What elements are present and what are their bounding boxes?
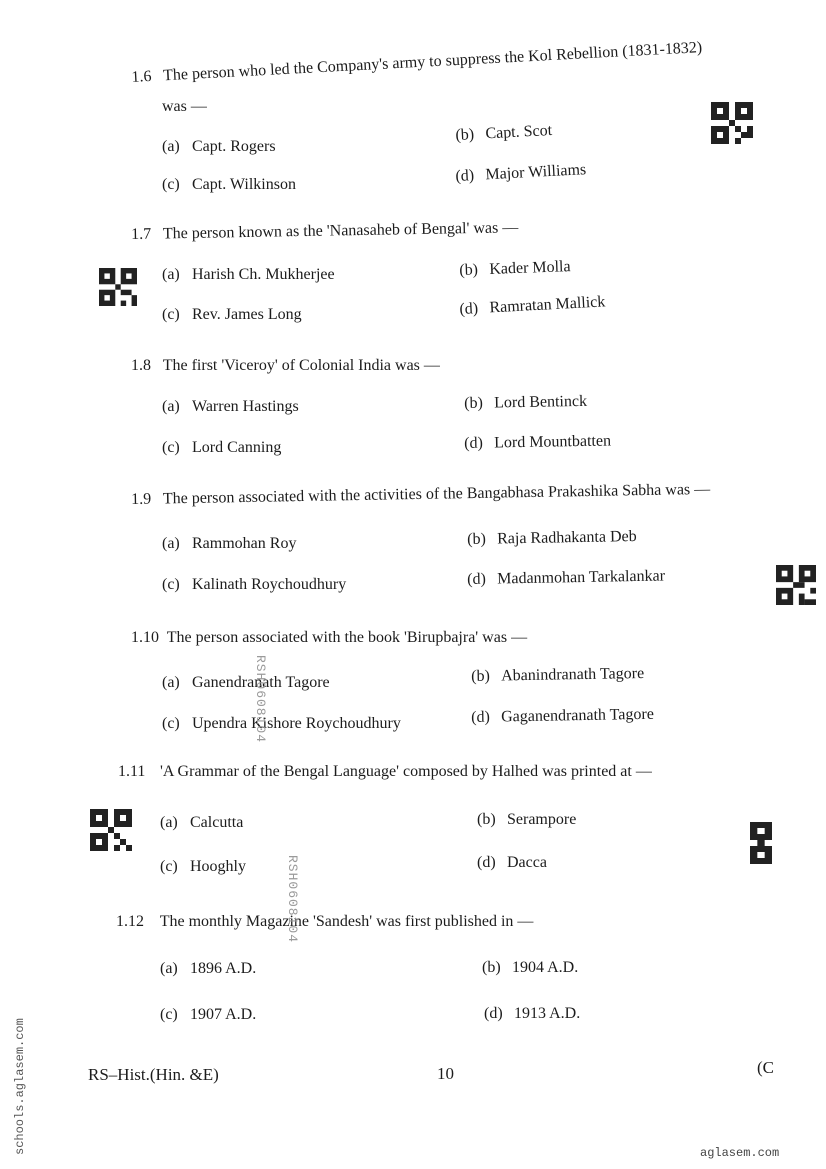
option-text: Gaganendranath Tagore: [501, 705, 655, 726]
option-1-10-d: [471, 705, 654, 728]
option-1-9-d: [467, 567, 665, 590]
option-label: (c): [160, 1006, 178, 1023]
option-text: Raja Radhakanta Deb: [497, 528, 637, 548]
question-1-10: [131, 628, 527, 648]
option-label: (d): [467, 570, 486, 588]
option-text: Lord Bentinck: [494, 392, 588, 412]
option-1-8-b: [464, 392, 587, 414]
option-label: (b): [459, 261, 479, 279]
option-1-11-a: [160, 813, 243, 833]
option-text: Capt. Scot: [485, 121, 553, 143]
option-label: (b): [467, 530, 486, 548]
question-1-8: [131, 356, 440, 376]
question-continuation: was —: [162, 98, 207, 115]
question-number: 1.11: [118, 763, 146, 780]
option-label: (c): [162, 176, 180, 193]
option-text: Lord Canning: [192, 439, 282, 456]
option-1-8-d: [464, 431, 611, 454]
option-1-6-d: [455, 160, 587, 187]
brand-text: aglasem.com: [700, 1146, 780, 1160]
option-text: Capt. Wilkinson: [192, 176, 296, 193]
question-number: 1.6: [131, 67, 152, 86]
option-label: (d): [464, 434, 483, 452]
option-text: Capt. Rogers: [192, 138, 276, 155]
option-1-6-c: [162, 175, 296, 195]
option-text: 1913 A.D.: [514, 1005, 581, 1022]
option-1-10-b: [471, 664, 644, 687]
option-1-10-a: [162, 673, 330, 693]
question-1-12: [116, 912, 533, 932]
option-label: (a): [162, 535, 180, 552]
option-1-9-a: [162, 534, 296, 554]
option-text: Abanindranath Tagore: [501, 664, 645, 685]
question-1-6: [131, 38, 703, 88]
option-1-7-c: [162, 305, 302, 325]
option-1-12-b: [482, 958, 578, 978]
question-text: The person associated with the activities of the Bangabhasa Prakashika Sabha was —: [162, 480, 711, 508]
option-1-7-a: [162, 265, 335, 285]
option-1-12-a: [160, 959, 256, 979]
option-text: Kader Molla: [489, 258, 571, 278]
option-text: Rammohan Roy: [192, 535, 297, 552]
option-text: Ramratan Mallick: [489, 293, 606, 317]
option-1-12-c: [160, 1005, 256, 1025]
question-1-9: [131, 480, 710, 510]
option-label: (c): [162, 576, 180, 593]
option-text: 1907 A.D.: [190, 1006, 257, 1023]
option-text: Major Williams: [485, 161, 587, 184]
option-1-7-d: [459, 292, 606, 320]
option-text: 1904 A.D.: [512, 959, 579, 976]
option-1-11-d: [477, 853, 547, 873]
question-1-7: [131, 218, 518, 245]
question-number: 1.12: [116, 913, 144, 930]
option-label: (a): [162, 398, 180, 415]
watermark-serial: RSH0608104: [253, 655, 268, 744]
option-label: (d): [471, 708, 490, 726]
question-text: The person associated with the book 'Birupbajra' was —: [166, 629, 528, 646]
option-text: Madanmohan Tarkalankar: [497, 567, 666, 588]
option-text: Calcutta: [190, 814, 244, 831]
qr-code-icon: [98, 268, 138, 306]
option-text: Serampore: [507, 811, 577, 828]
option-1-9-b: [467, 527, 637, 550]
continued-marker: (C: [757, 1058, 774, 1077]
option-text: Harish Ch. Mukherjee: [192, 266, 335, 283]
question-number: 1.8: [131, 357, 151, 374]
option-text: Hooghly: [190, 858, 246, 875]
option-label: (d): [455, 167, 475, 185]
qr-code-icon: [90, 808, 132, 852]
option-1-6-a: [162, 137, 276, 157]
page-number: 10: [437, 1064, 454, 1083]
question-text: 'A Grammar of the Bengal Language' composed by Halhed was printed at —: [160, 763, 652, 780]
option-label: (a): [160, 814, 178, 831]
option-label: (b): [471, 667, 490, 685]
option-1-11-c: [160, 857, 246, 877]
option-1-10-c: [162, 714, 401, 734]
question-number: 1.9: [131, 490, 152, 508]
option-label: (a): [162, 266, 180, 283]
option-1-7-b: [459, 257, 571, 281]
question-text: The monthly Magazine 'Sandesh' was first published in —: [159, 913, 534, 930]
question-1-11: [118, 762, 652, 782]
option-label: (d): [459, 300, 479, 318]
option-1-8-c: [162, 438, 281, 458]
option-text: Ganendranath Tagore: [192, 674, 330, 691]
option-label: (b): [455, 126, 475, 144]
option-text: Rev. James Long: [192, 306, 302, 323]
option-1-6-b: [455, 121, 553, 146]
option-text: Upendra Kishore Roychoudhury: [192, 715, 401, 732]
option-label: (c): [162, 306, 180, 323]
option-label: (a): [162, 138, 180, 155]
question-text: The person known as the 'Nanasaheb of Bengal' was —: [162, 219, 519, 243]
option-label: (c): [162, 439, 180, 456]
option-label: (a): [162, 674, 180, 691]
paper-code: RS–Hist.(Hin. &E): [88, 1065, 219, 1084]
question-text: The first 'Viceroy' of Colonial India was —: [162, 357, 440, 374]
option-1-8-a: [162, 397, 299, 417]
option-text: Warren Hastings: [192, 398, 299, 415]
side-watermark-url: schools.aglasem.com: [13, 1018, 27, 1155]
option-label: (d): [484, 1005, 503, 1022]
qr-code-icon: [711, 100, 753, 146]
question-number: 1.10: [131, 629, 159, 646]
qr-code-icon: [776, 565, 816, 605]
question-number: 1.7: [131, 225, 152, 243]
question-text: The person who led the Company's army to suppress the Kol Rebellion (1831-1832): [162, 39, 703, 85]
option-1-9-c: [162, 575, 346, 595]
option-label: (c): [160, 858, 178, 875]
option-text: Lord Mountbatten: [494, 432, 612, 452]
qr-code-icon: [750, 822, 772, 864]
option-label: (b): [477, 811, 496, 828]
option-label: (c): [162, 715, 180, 732]
option-label: (d): [477, 854, 496, 871]
option-label: (b): [464, 394, 483, 412]
option-text: Kalinath Roychoudhury: [192, 576, 347, 593]
watermark-serial: RSH0608104: [285, 855, 300, 944]
option-label: (b): [482, 959, 501, 976]
option-text: 1896 A.D.: [190, 960, 257, 977]
option-text: Dacca: [507, 854, 547, 871]
option-1-12-d: [484, 1004, 580, 1024]
option-label: (a): [160, 960, 178, 977]
option-1-11-b: [477, 810, 576, 830]
